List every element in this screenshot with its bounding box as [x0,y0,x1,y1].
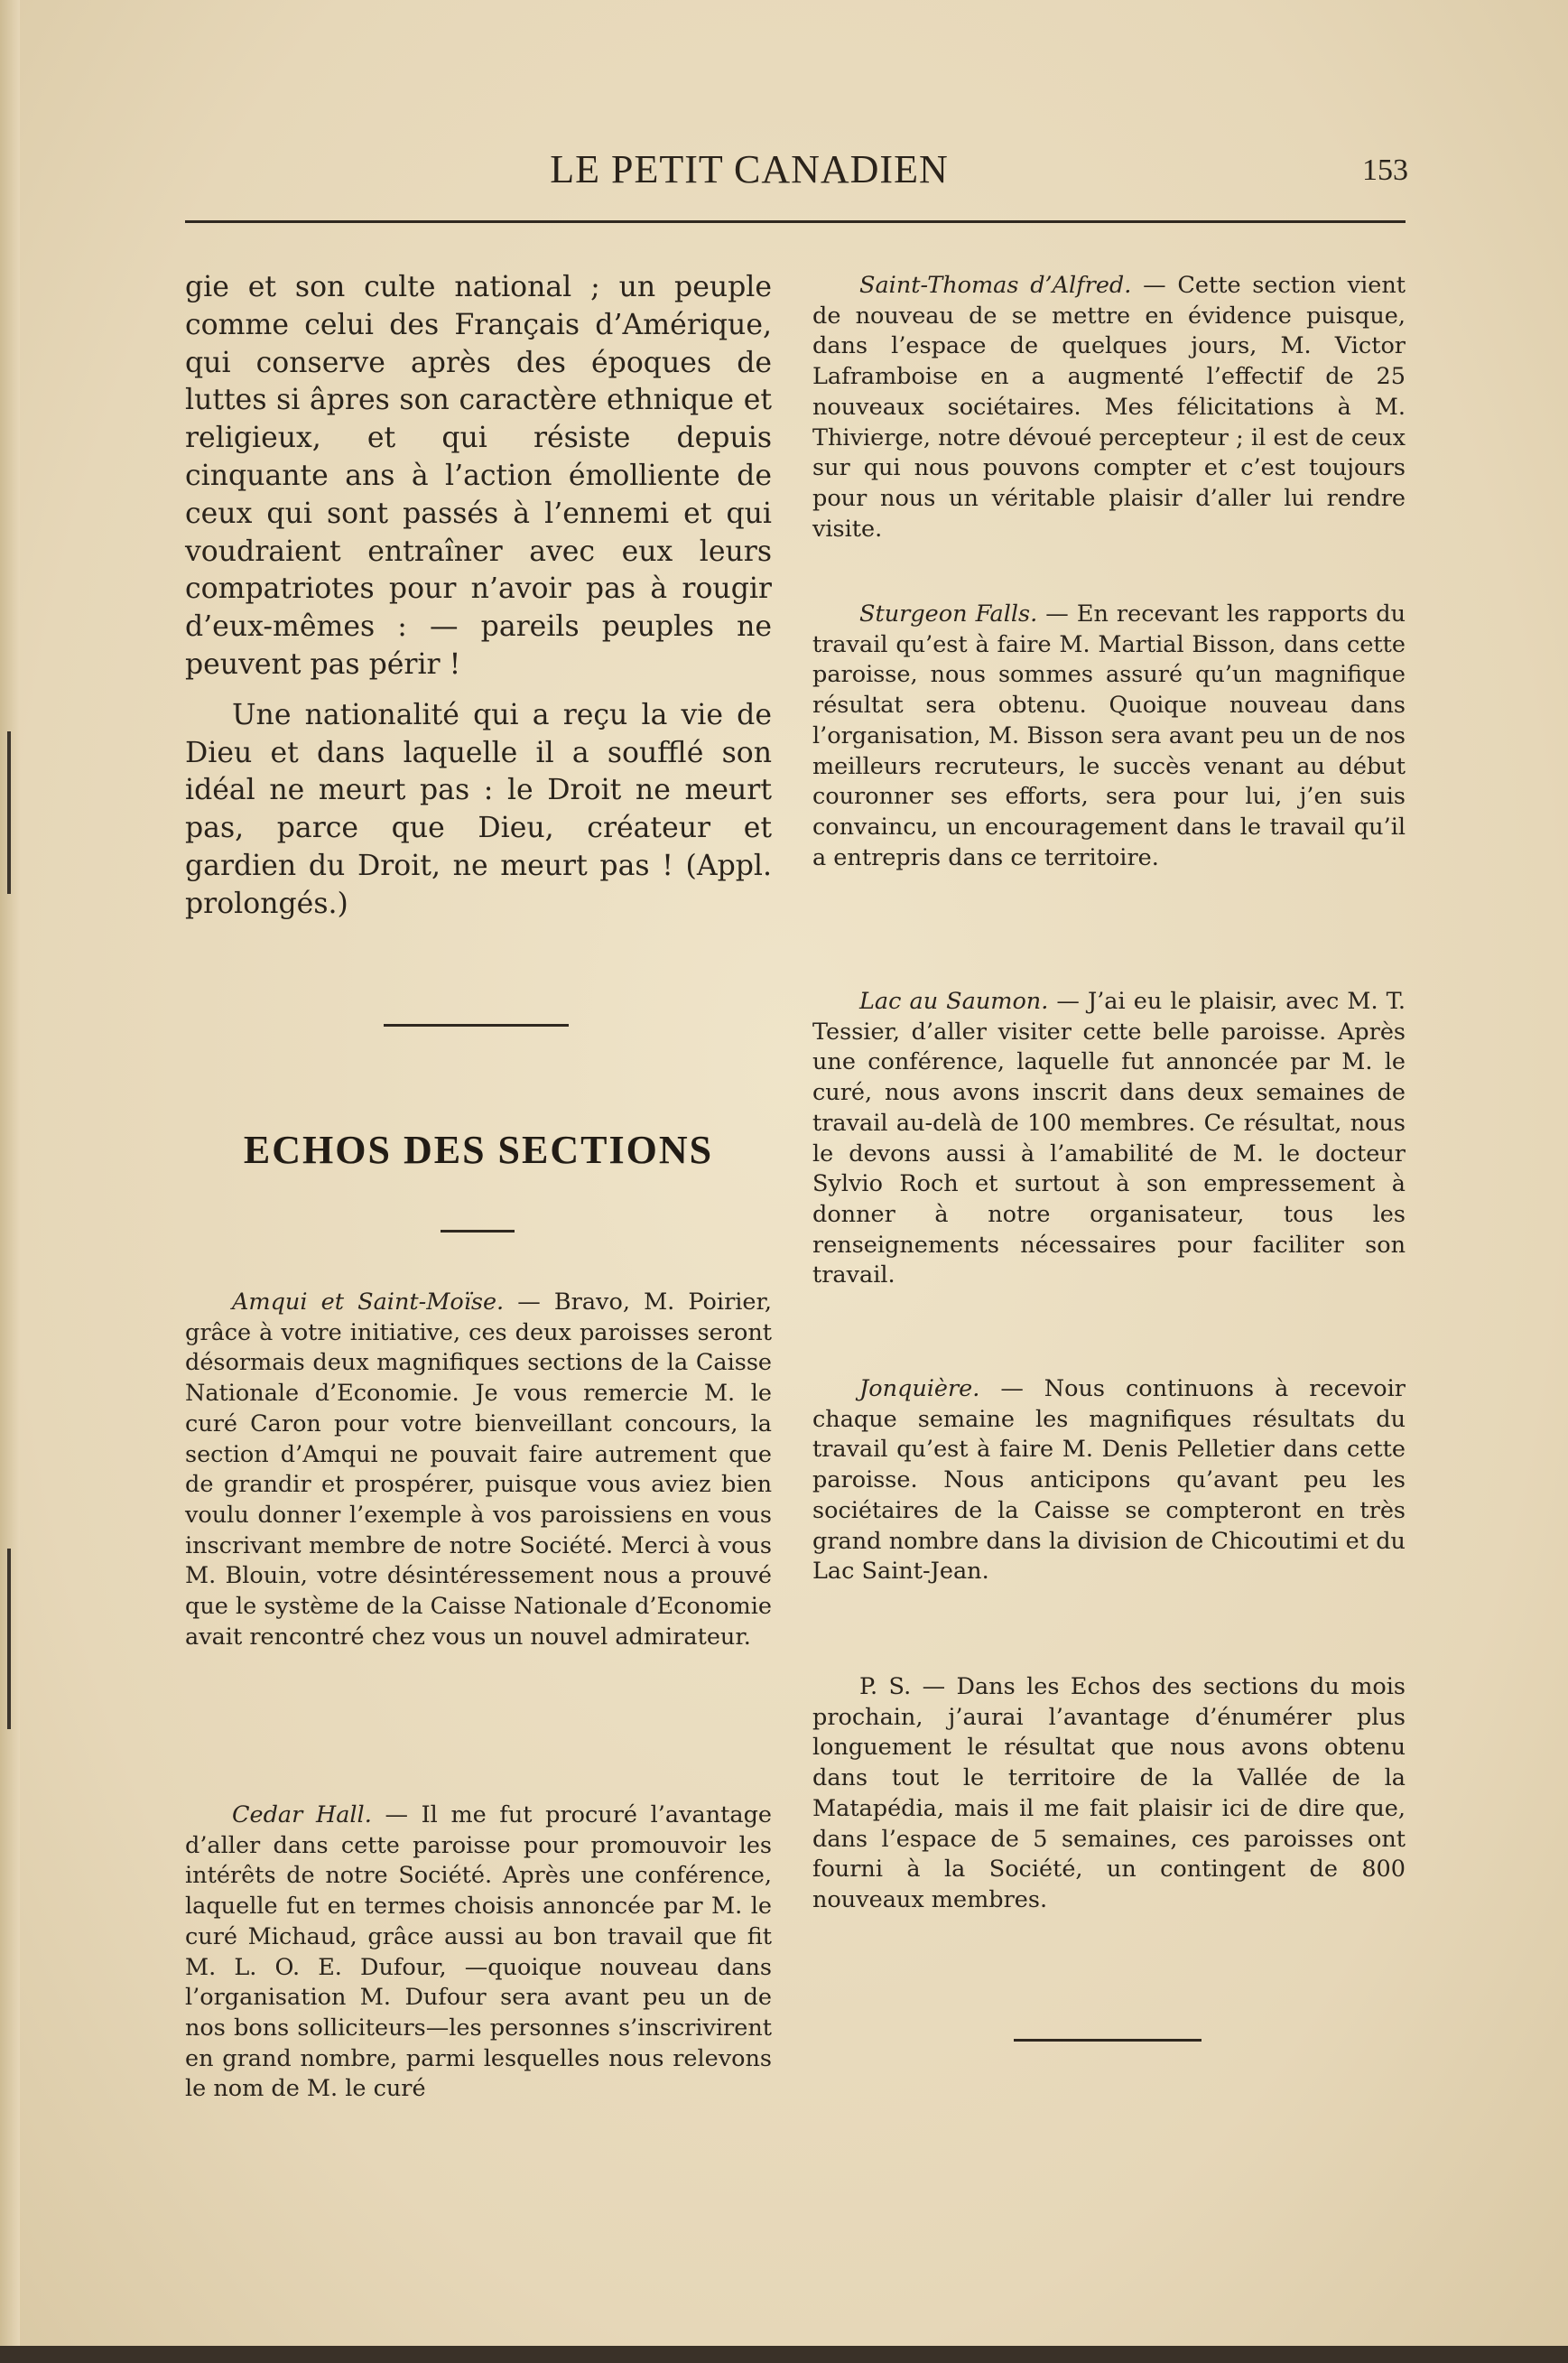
left-column [185,269,772,924]
echo-item [812,1374,1406,1587]
page-number: 153 [1362,154,1408,187]
echo-place: Jonquière. [859,1375,980,1402]
echo-text: — Il me fut procuré l’avantage d’aller dans cette paroisse pour promouvoir les intérêts de notre Société. Après une conférence, laquelle fut en termes choisis annoncée par M. le curé Michaud, grâce aussi au bon travail que fit M. L. O. E. Dufour, —quoique nouveau dans l’organisation M. Dufour sera avant peu un de nos bons solliciteurs—les personnes s’inscrivirent en grand nombre, parmi lesquelles nous relevons le nom de M. le curé [185,1801,772,2103]
echo-text: — En recevant les rapports du travail qu’est à faire M. Martial Bisson, dans cette paroisse, nous sommes assuré qu’un magnifique résultat sera obtenu. Quoique nouveau dans l’organisation, M. Bisson sera avant peu un de nos meilleurs recruteurs, le succès venant au début couronner ses efforts, sera pour lui, j’en suis convaincu, un encouragement dans le travail qu’il a entrepris dans ce territoire. [812,600,1406,871]
header-rule [185,220,1406,223]
echo-item [812,600,1406,873]
echo-place: Saint-Thomas d’Alfred. [859,272,1132,299]
divider-rule [384,1024,569,1027]
divider-rule [441,1230,515,1233]
echo-item [812,1672,1406,1916]
scan-bottom-edge [0,2346,1568,2363]
echo-place: Amqui et Saint-Moïse. [232,1288,505,1316]
speech-paragraph: Une nationalité qui a reçu la vie de Dieu et dans laquelle il a soufflé son idéal ne meurt pas : le Droit ne meurt pas, parce que Dieu, créateur et gardien du Droit, ne meurt pas ! (Appl. prolongés.) [185,698,772,920]
page-left-edge [0,0,20,2363]
speech-continuation [185,269,772,924]
echo-text: — Nous continuons à recevoir chaque semaine les magnifiques résultats du travail qu’est à faire M. Denis Pelletier dans cette paroisse. Nous anticipons qu’avant peu les sociétaires de la Caisse se compteront en très grand nombre dans la division de Chicoutimi et du Lac Saint-Jean. [812,1375,1406,1586]
echo-item [185,1800,772,2105]
echo-text: — Cette section vient de nouveau de se mettre en évidence puisque, dans l’espace de quelques jours, M. Victor Laframboise en a augmenté l’effectif de 25 nouveaux sociétaires. Mes félicitations à M. Thivierge, notre dévoué percepteur ; il est de ceux sur qui nous pouvons compter et c’est toujours pour nous un véritable plaisir d’aller lui rendre visite. [812,272,1406,543]
speech-paragraph: gie et son culte national ; un peuple comme celui des Français d’Amérique, qui conserve après des époques de luttes si âpres son caractère ethnique et religieux, et qui résiste depuis cinquante ans à l’action émolliente de ceux qui sont passés à l’ennemi et qui voudraient entraîner avec eux leurs compatriotes pour n’avoir pas à rougir d’eux-mêmes : — pareils peuples ne peuvent pas périr ! [185,271,772,681]
section-title: ECHOS DES SECTIONS [243,1128,714,1172]
divider-rule [1014,2039,1202,2042]
running-head-title: LE PETIT CANADIEN [550,147,949,191]
echo-item [185,1288,772,1652]
binding-mark [7,1549,11,1729]
echo-item [812,271,1406,544]
echo-item [812,987,1406,1291]
binding-mark [7,731,11,894]
echo-place: Cedar Hall. [232,1801,372,1828]
echo-text: P. S. — Dans les Echos des sections du mois prochain, j’aurai l’avantage d’énumérer plus longuement le résultat que nous avons obtenu dans tout le territoire de la Vallée de la Matapédia, mais il me fait plaisir ici de dire que, dans l’espace de 5 semaines, ces paroisses ont fourni à la Société, un contingent de 800 nouveaux membres. [812,1673,1406,1913]
echo-place: Sturgeon Falls. [859,600,1038,628]
echo-text: — J’ai eu le plaisir, avec M. T. Tessier, d’aller visiter cette belle paroisse. Après une conférence, laquelle fut annoncée par M. le curé, nous avons inscrit dans deux semaines de travail au-delà de 100 membres. Ce résultat, nous le devons aussi à l’amabilité de M. le docteur Sylvio Roch et surtout à son empressement à donner à notre organisateur, tous les renseignements nécessaires pour faciliter son travail. [812,988,1406,1289]
echo-place: Lac au Saumon. [859,988,1049,1015]
echo-text: — Bravo, M. Poirier, grâce à votre initiative, ces deux paroisses seront désormais deux magnifiques sections de la Caisse Nationale d’Economie. Je vous remercie M. le curé Caron pour votre bienveillant concours, la section d’Amqui ne pouvait faire autrement que de grandir et prospérer, puisque vous aviez bien voulu donner l’exemple à vos paroissiens en vous inscrivant membre de notre Société. Merci à vous M. Blouin, votre désintéressement nous a prouvé que le système de la Caisse Nationale d’Economie avait rencontré chez vous un nouvel admirateur. [185,1288,772,1651]
